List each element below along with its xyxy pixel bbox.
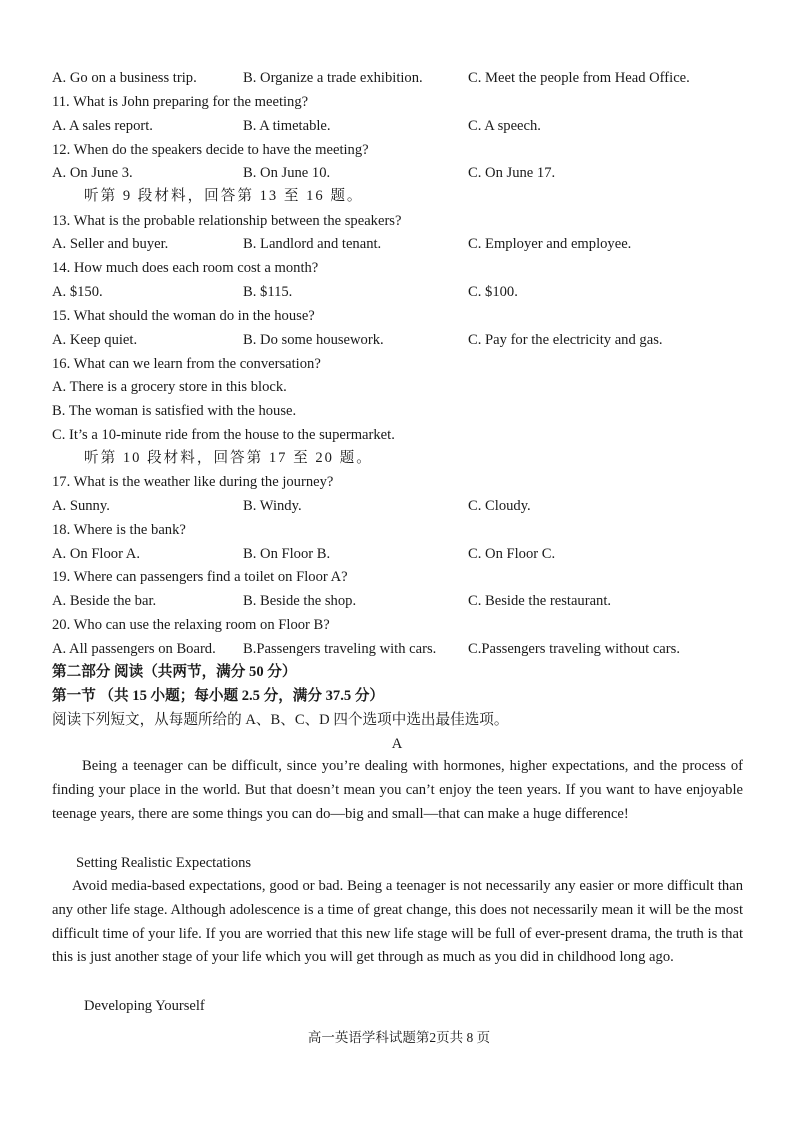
subheading-setting-expectations: Setting Realistic Expectations bbox=[76, 855, 252, 871]
q12-option-b: B. On June 10. bbox=[243, 165, 331, 181]
q12-option-a: A. On June 3. bbox=[52, 165, 133, 181]
q17-question: 17. What is the weather like during the journey? bbox=[52, 474, 334, 490]
q20-option-a: A. All passengers on Board. bbox=[52, 641, 216, 657]
q16-option-b: B. The woman is satisfied with the house. bbox=[52, 403, 297, 419]
q15-option-a: A. Keep quiet. bbox=[52, 332, 138, 348]
section-1-heading: 第一节 （共 15 小题；每小题 2.5 分，满分 37.5 分） bbox=[52, 688, 385, 704]
q16-option-c: C. It’s a 10-minute ride from the house to the supermarket. bbox=[52, 427, 395, 443]
q12-option-c: C. On June 17. bbox=[468, 165, 556, 181]
q11-option-c: C. A speech. bbox=[468, 118, 541, 134]
q13-option-c: C. Employer and employee. bbox=[468, 236, 632, 252]
q12-question: 12. When do the speakers decide to have the meeting? bbox=[52, 142, 369, 158]
reading-instructions: 阅读下列短文，从每题所给的 A、B、C、D 四个选项中选出最佳选项。 bbox=[52, 712, 509, 728]
q17-option-a: A. Sunny. bbox=[52, 498, 110, 514]
q11-question: 11. What is John preparing for the meeting? bbox=[52, 94, 309, 110]
q18-option-c: C. On Floor C. bbox=[468, 546, 556, 562]
q20-option-b: B.Passengers traveling with cars. bbox=[243, 641, 437, 657]
q19-question: 19. Where can passengers find a toilet on Floor A? bbox=[52, 569, 348, 585]
q14-option-a: A. $150. bbox=[52, 284, 103, 300]
q16-option-a: A. There is a grocery store in this block. bbox=[52, 379, 287, 395]
q13-option-a: A. Seller and buyer. bbox=[52, 236, 169, 252]
q11-option-b: B. A timetable. bbox=[243, 118, 331, 134]
part-2-heading: 第二部分 阅读（共两节，满分 50 分） bbox=[52, 664, 297, 680]
section-10-instruction: 听第 10 段材料，回答第 17 至 20 题。 bbox=[84, 450, 373, 466]
q19-option-c: C. Beside the restaurant. bbox=[468, 593, 612, 609]
q11-option-a: A. A sales report. bbox=[52, 118, 153, 134]
q18-option-b: B. On Floor B. bbox=[243, 546, 331, 562]
subheading-developing-yourself: Developing Yourself bbox=[84, 998, 205, 1014]
page-footer: 高一英语学科试题第2页共 8 页 bbox=[307, 1030, 491, 1045]
passage-paragraph-1: Being a teenager can be difficult, since you’re dealing with hormones, higher expectations, and the process of finding your place in the world. But that doesn’t mean you can’t enjoy the teen years. If you want to have enjoyable teenage years, there are some things you can do—big and small—that can make a huge difference! bbox=[52, 758, 743, 822]
q19-option-a: A. Beside the bar. bbox=[52, 593, 157, 609]
q13-question: 13. What is the probable relationship between the speakers? bbox=[52, 213, 402, 229]
q14-option-b: B. $115. bbox=[243, 284, 293, 300]
q20-question: 20. Who can use the relaxing room on Floor B? bbox=[52, 617, 330, 633]
passage-paragraph-2: Avoid media-based expectations, good or bad. Being a teenager is not necessarily any easier or more difficult than any other life stage. Although adolescence is a time of great change, this does not necessarily mean it will be the most difficult time of your life. If you are worried that this new life stage will be full of ever-present drama, the truth is that this is just another stage of your life which you will get through as much as you did in childhood long ago. bbox=[52, 878, 743, 966]
q13-option-b: B. Landlord and tenant. bbox=[243, 236, 382, 252]
q10-option-c: C. Meet the people from Head Office. bbox=[468, 70, 690, 86]
section-9-instruction: 听第 9 段材料，回答第 13 至 16 题。 bbox=[84, 188, 364, 204]
passage-label: A bbox=[391, 736, 403, 752]
q14-option-c: C. $100. bbox=[468, 284, 518, 300]
q17-option-c: C. Cloudy. bbox=[468, 498, 531, 514]
q16-question: 16. What can we learn from the conversation? bbox=[52, 356, 321, 372]
q14-question: 14. How much does each room cost a month? bbox=[52, 260, 319, 276]
q19-option-b: B. Beside the shop. bbox=[243, 593, 357, 609]
q20-option-c: C.Passengers traveling without cars. bbox=[468, 641, 680, 657]
q15-question: 15. What should the woman do in the house? bbox=[52, 308, 315, 324]
q10-option-a: A. Go on a business trip. bbox=[52, 70, 197, 86]
q15-option-b: B. Do some housework. bbox=[243, 332, 384, 348]
q18-question: 18. Where is the bank? bbox=[52, 522, 186, 538]
q17-option-b: B. Windy. bbox=[243, 498, 302, 514]
q15-option-c: C. Pay for the electricity and gas. bbox=[468, 332, 663, 348]
q18-option-a: A. On Floor A. bbox=[52, 546, 140, 562]
q10-option-b: B. Organize a trade exhibition. bbox=[243, 70, 423, 86]
